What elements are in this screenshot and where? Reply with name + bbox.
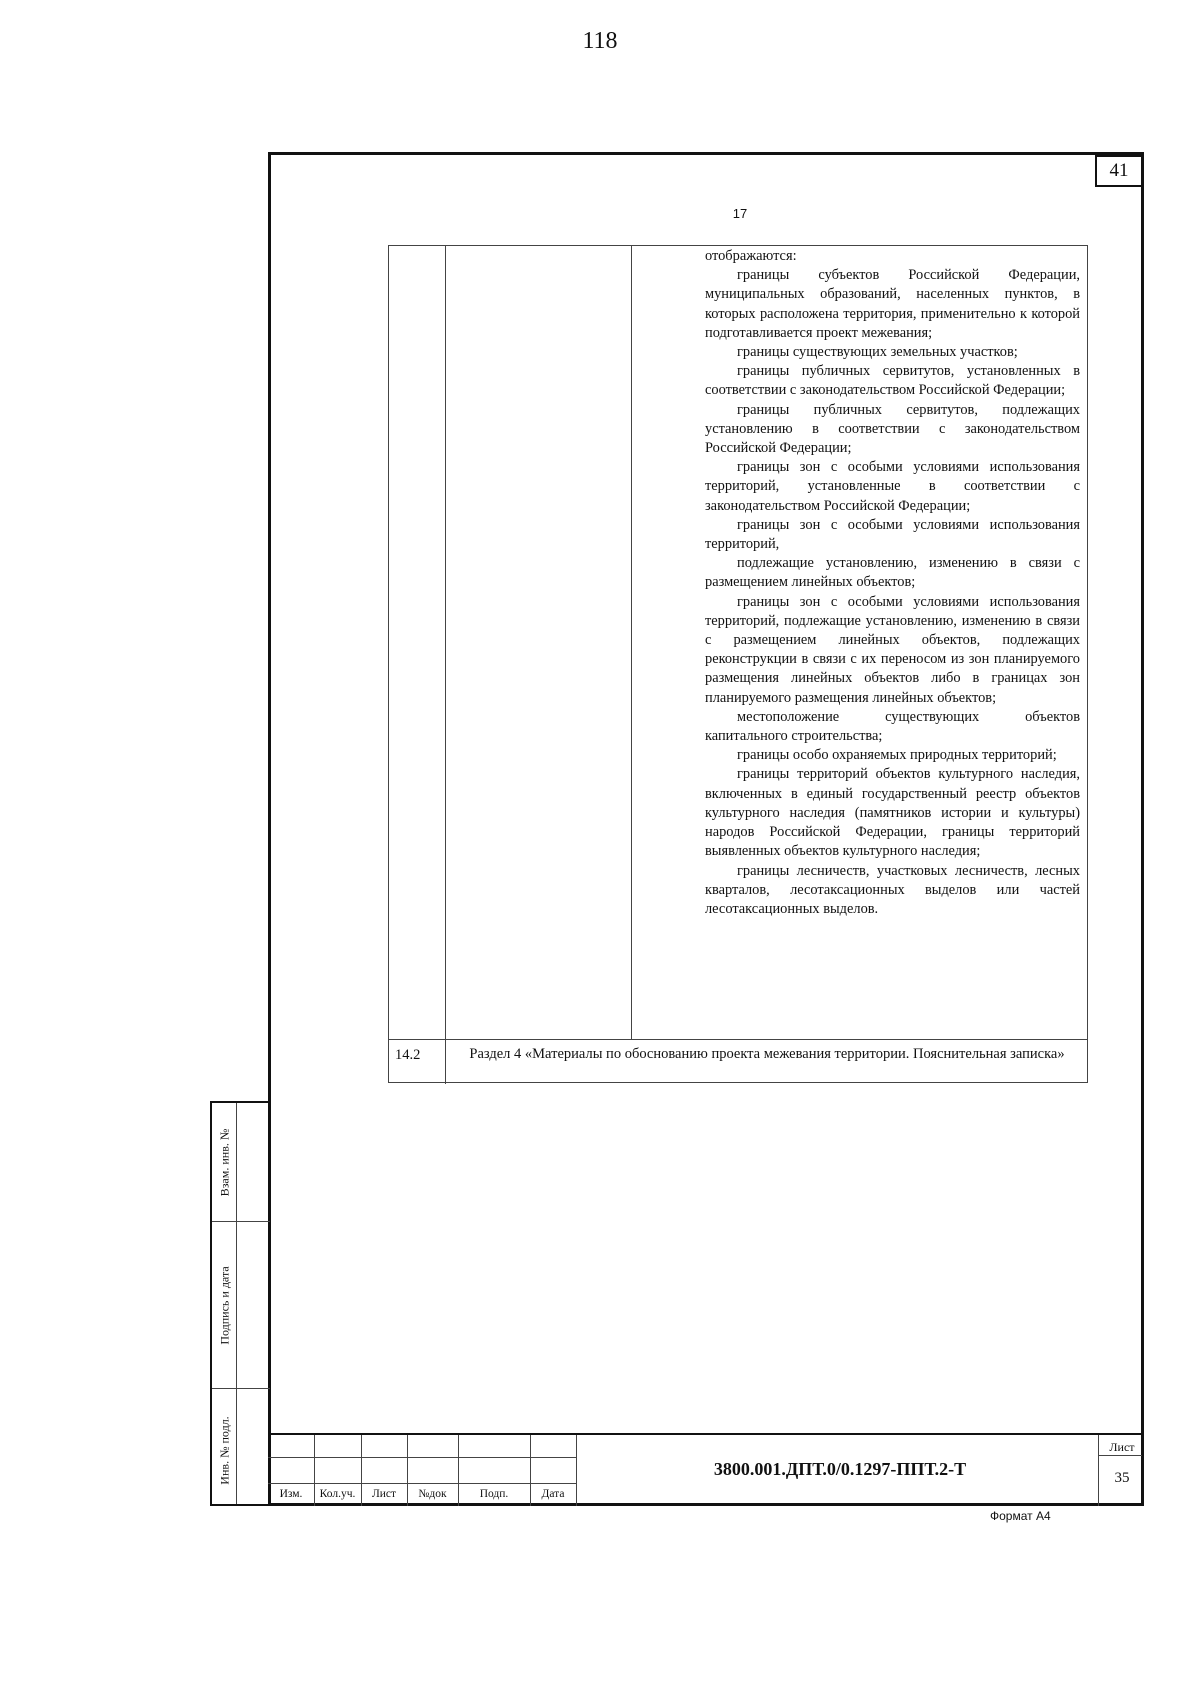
tb-header-data: Дата (541, 1488, 565, 1500)
row-number: 14.2 (395, 1047, 421, 1063)
content-paragraph: границы зон с особыми условиями использования территорий, (705, 516, 1080, 553)
content-paragraph: подлежащие установлению, изменению в связи с размещением линейных объектов; (705, 555, 1080, 591)
content-paragraph: границы зон с особыми условиями использования территорий, подлежащие установлению, изменению в связи с размещением линейных объектов, подлежащих реконструкции в связи с их переносом из зон планируемого размещения линейных объектов либо в границах зон планируемого размещения линейных объектов; (705, 593, 1080, 706)
table-col-divider-2 (631, 246, 632, 1040)
content-paragraph: границы публичных сервитутов, установленных в соответствии с законодательством Российской Федерации; (705, 363, 1080, 399)
table-row-divider (389, 1039, 1087, 1040)
table-content-cell (705, 247, 1080, 919)
sheet-label: Лист (1109, 1440, 1135, 1454)
content-paragraph: местоположение существующих объектов капитального строительства; (705, 708, 1080, 745)
table-col-divider-1 (445, 246, 446, 1084)
tb-header-podp: Подп. (479, 1488, 509, 1500)
side-stamp (210, 1101, 268, 1506)
stamp-label-inv: Инв. № подл. (217, 1416, 232, 1485)
content-paragraph: границы существующих земельных участков; (737, 344, 1018, 361)
frame-sheet-number: 41 (1095, 155, 1143, 187)
content-paragraph: отображаются: (705, 248, 797, 264)
page-number: 118 (582, 28, 618, 54)
content-paragraph: границы зон с особыми условиями использования территорий, установленные в соответствии с законодательством Российской Федерации; (705, 459, 1080, 514)
document-code: 3800.001.ДПТ.0/0.1297-ППТ.2-Т (713, 1459, 967, 1479)
format-label: Формат А4 (990, 1509, 1051, 1523)
stamp-label-vzam: Взам. инв. № (217, 1128, 232, 1197)
stamp-inner-divider (236, 1103, 237, 1504)
tb-header-ndok: №док (418, 1488, 447, 1500)
tb-header-kolich: Кол.уч. (319, 1488, 356, 1500)
sheet-number: 35 (1114, 1470, 1130, 1486)
tb-row-sheet (1098, 1455, 1142, 1456)
stamp-label-podpis: Подпись и дата (217, 1266, 232, 1345)
tb-col-6 (576, 1435, 577, 1506)
tb-row-1 (268, 1457, 576, 1458)
content-paragraph: границы лесничеств, участковых лесничеств, лесных кварталов, лесотаксационных выделов или частей лесотаксационных выделов. (705, 862, 1080, 917)
tb-header-list: Лист (371, 1488, 397, 1500)
tb-row-2 (268, 1483, 576, 1484)
inner-page-number: 17 (732, 206, 748, 221)
stamp-divider-2 (212, 1388, 270, 1389)
content-paragraph: границы субъектов Российской Федерации, муниципальных образований, населенных пунктов, в которых расположена территория, применительно к которой подготавливается проект межевания; (705, 267, 1080, 341)
content-paragraph: границы особо охраняемых природных территорий; (737, 747, 1057, 764)
content-paragraph: границы территорий объектов культурного наследия, включенных в единый государственный реестр объектов культурного наследия (памятников истории и культуры) народов Российской Федерации, границы территорий выявленных объектов культурного наследия; (705, 766, 1080, 860)
tb-header-izm: Изм. (279, 1488, 303, 1500)
content-paragraph: границы публичных сервитутов, подлежащих установлению в соответствии с законодательством Российской Федерации; (705, 401, 1080, 457)
stamp-divider-1 (212, 1221, 270, 1222)
row-title: Раздел 4 «Материалы по обоснованию проекта межевания территории. Пояснительная записка» (469, 1046, 1065, 1062)
